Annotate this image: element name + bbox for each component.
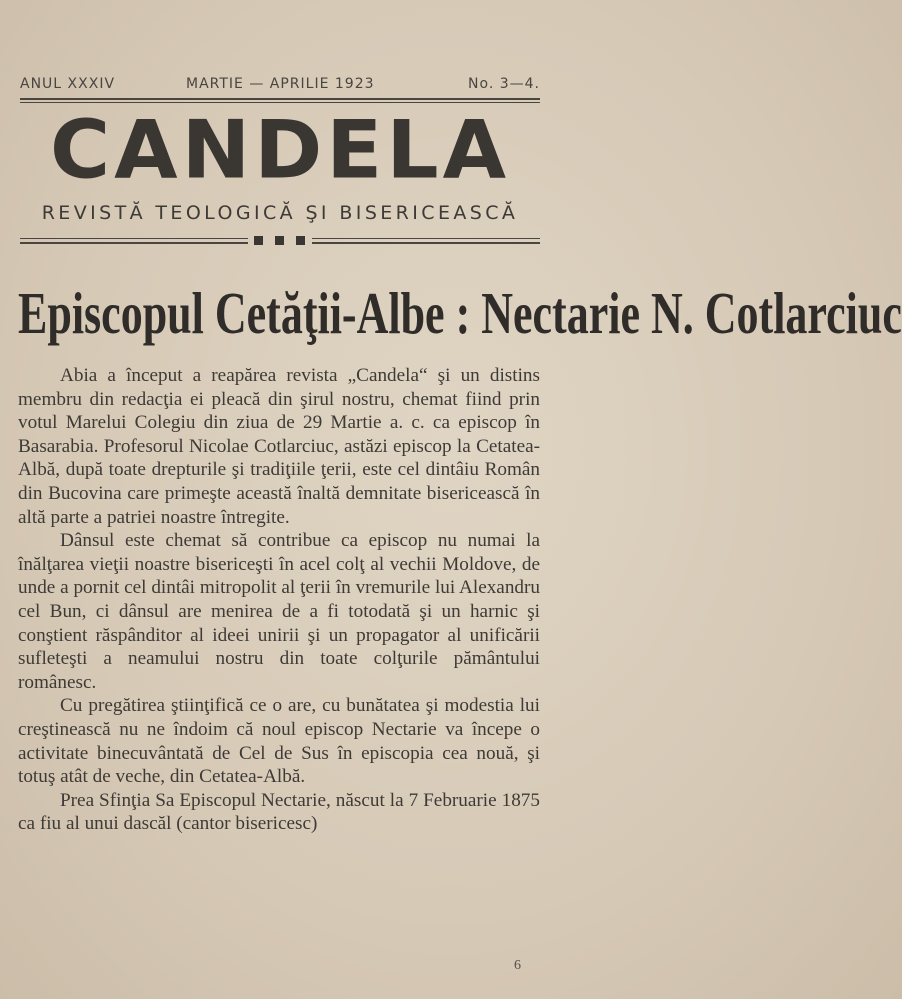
ornament-line-right-thick (312, 242, 540, 244)
ornament-line-left-thick (20, 242, 248, 244)
issue-number: No. 3—4. (468, 76, 540, 92)
article-paragraph: Abia a început a reapărea revista „Candela“ şi un distins membru din redacţia ei pleacă din şirul nostru, chemat fiind prin votul Marelui Colegiu din ziua de 29 Martie a. c. ca episcop în Basarabia. Profesorul Nicolae Cotlarciuc, astăzi episcop la Cetatea-Albă, după toate drepturile şi tradiţiile ţerii, este cel dintâiu Român din Bucovina care primeşte această înaltă demnitate bisericească în altă parte a patriei noastre întregite. (18, 365, 540, 528)
masthead-subtitle: REVISTĂ TEOLOGICĂ ŞI BISERICEASCĂ (41, 202, 519, 224)
ornament-square (296, 236, 305, 245)
issue-header (20, 76, 540, 96)
ornament-line-left-thin (20, 238, 248, 239)
header-rule-thick (20, 98, 540, 100)
page-number: 6 (514, 958, 521, 973)
article-paragraph: Prea Sfinţia Sa Episcopul Nectarie, născut la 7 Februarie 1875 ca fiu al unui dascăl (cantor bisericesc) (18, 789, 540, 835)
ornament-line-right-thin (312, 238, 540, 239)
header-rule-thin (20, 102, 540, 103)
volume-label: ANUL XXXIV (20, 76, 116, 92)
ornament-square (254, 236, 263, 245)
masthead-title: CANDELA (49, 103, 511, 198)
article-title: Episcopul Cetăţii-Albe : Nectarie N. Cotlarciuc (18, 280, 902, 347)
issue-date: MARTIE — APRILIE 1923 (186, 76, 375, 92)
masthead-ornament (20, 234, 540, 248)
article-body (18, 364, 540, 836)
article-paragraph: Dânsul este chemat să contribue ca episcop nu numai la înălţarea vieţii noastre bisericeşti în acel colţ al vechii Moldove, de unde a pornit cel dintâi mitropolit al ţerii în vremurile lui Alexandru cel Bun, ci dânsul are menirea de a fi totodată şi un harnic şi conştient răspânditor al ideei unirii şi un propagator al unificării sufleteşti a neamului nostru din toate colţurile pământului românesc. (18, 530, 540, 693)
ornament-square (275, 236, 284, 245)
article-paragraph: Cu pregătirea ştiinţifică ce o are, cu bunătatea şi modestia lui creştinească nu ne îndoim că noul episcop Nectarie va începe o activitate binecuvântată de Cel de Sus în episcopia cea nouă, şi totuş atât de veche, din Cetatea-Albă. (18, 695, 540, 788)
